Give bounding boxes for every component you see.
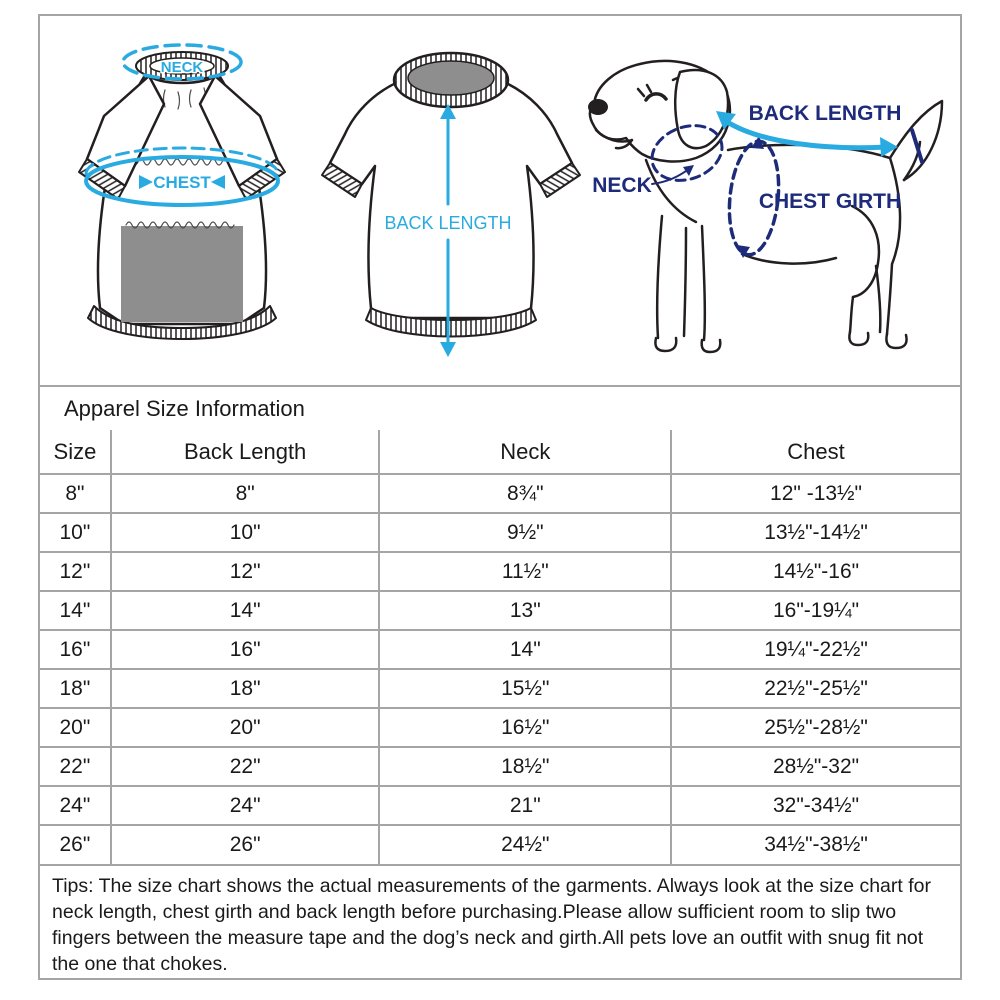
cell-size: 10"	[40, 513, 111, 552]
cell-size: 20"	[40, 708, 111, 747]
cell-back-length: 24"	[111, 786, 380, 825]
cell-chest: 12" -13½"	[671, 474, 960, 513]
cell-chest: 22½"-25½"	[671, 669, 960, 708]
size-table	[40, 430, 960, 864]
table-row	[40, 630, 960, 669]
cell-neck: 14"	[379, 630, 671, 669]
cell-chest: 32"-34½"	[671, 786, 960, 825]
table-row	[40, 747, 960, 786]
table-row	[40, 552, 960, 591]
col-header-back-length: Back Length	[111, 430, 380, 474]
back-length-arrowhead	[440, 342, 456, 357]
cell-size: 8"	[40, 474, 111, 513]
table-title: Apparel Size Information	[40, 385, 960, 430]
cell-chest: 34½"-38½"	[671, 825, 960, 864]
sweater-chest-label: CHEST	[153, 173, 211, 192]
col-header-size: Size	[40, 430, 111, 474]
sweater-back-illustration	[79, 45, 285, 339]
cell-neck: 24½"	[379, 825, 671, 864]
sweater-belly-panel	[121, 226, 243, 322]
cell-back-length: 10"	[111, 513, 380, 552]
cell-size: 22"	[40, 747, 111, 786]
table-row	[40, 786, 960, 825]
cell-size: 24"	[40, 786, 111, 825]
cell-neck: 15½"	[379, 669, 671, 708]
dog-chest-girth-label: CHEST GIRTH	[758, 190, 902, 213]
cell-back-length: 12"	[111, 552, 380, 591]
dog-nose	[588, 99, 608, 115]
cell-back-length: 8"	[111, 474, 380, 513]
tips-paragraph: Tips: The size chart shows the actual measurements of the garments. Always look at the size chart for neck length, chest girth and back length before purchasing.Please allow sufficient room to slip two fingers between the measure tape and the dog’s neck and girth.All pets love an outfit with snug fit not the one that chokes.	[40, 864, 960, 978]
cell-neck: 16½"	[379, 708, 671, 747]
col-header-chest: Chest	[671, 430, 960, 474]
cell-chest: 25½"-28½"	[671, 708, 960, 747]
illustrations-svg	[40, 16, 964, 385]
cell-back-length: 18"	[111, 669, 380, 708]
shirt-collar-inside	[408, 61, 494, 95]
shirt-back-illustration	[322, 53, 580, 357]
cell-neck: 18½"	[379, 747, 671, 786]
cell-chest: 28½"-32"	[671, 747, 960, 786]
cell-size: 16"	[40, 630, 111, 669]
chart-frame	[38, 14, 962, 980]
dog-back-length-label: BACK LENGTH	[748, 102, 902, 125]
cell-neck: 8¾"	[379, 474, 671, 513]
table-row	[40, 513, 960, 552]
table-row	[40, 669, 960, 708]
cell-chest: 19¼"-22½"	[671, 630, 960, 669]
cell-size: 14"	[40, 591, 111, 630]
cell-back-length: 20"	[111, 708, 380, 747]
cell-chest: 16"-19¼"	[671, 591, 960, 630]
cell-chest: 14½"-16"	[671, 552, 960, 591]
cell-size: 12"	[40, 552, 111, 591]
cell-size: 18"	[40, 669, 111, 708]
dog-neck-label: NECK	[592, 174, 652, 197]
table-row	[40, 825, 960, 864]
cell-back-length: 26"	[111, 825, 380, 864]
cell-back-length: 22"	[111, 747, 380, 786]
dog-illustration	[588, 61, 942, 352]
cell-back-length: 14"	[111, 591, 380, 630]
table-header-row	[40, 430, 960, 474]
cell-neck: 13"	[379, 591, 671, 630]
table-row	[40, 591, 960, 630]
table-row	[40, 708, 960, 747]
table-row	[40, 474, 960, 513]
measurement-illustrations	[40, 16, 960, 385]
cell-neck: 9½"	[379, 513, 671, 552]
cell-back-length: 16"	[111, 630, 380, 669]
cell-neck: 21"	[379, 786, 671, 825]
col-header-neck: Neck	[379, 430, 671, 474]
cell-chest: 13½"-14½"	[671, 513, 960, 552]
shirt-back-length-label: BACK LENGTH	[384, 213, 512, 233]
cell-neck: 11½"	[379, 552, 671, 591]
sweater-neck-label: NECK	[160, 59, 204, 76]
cell-size: 26"	[40, 825, 111, 864]
